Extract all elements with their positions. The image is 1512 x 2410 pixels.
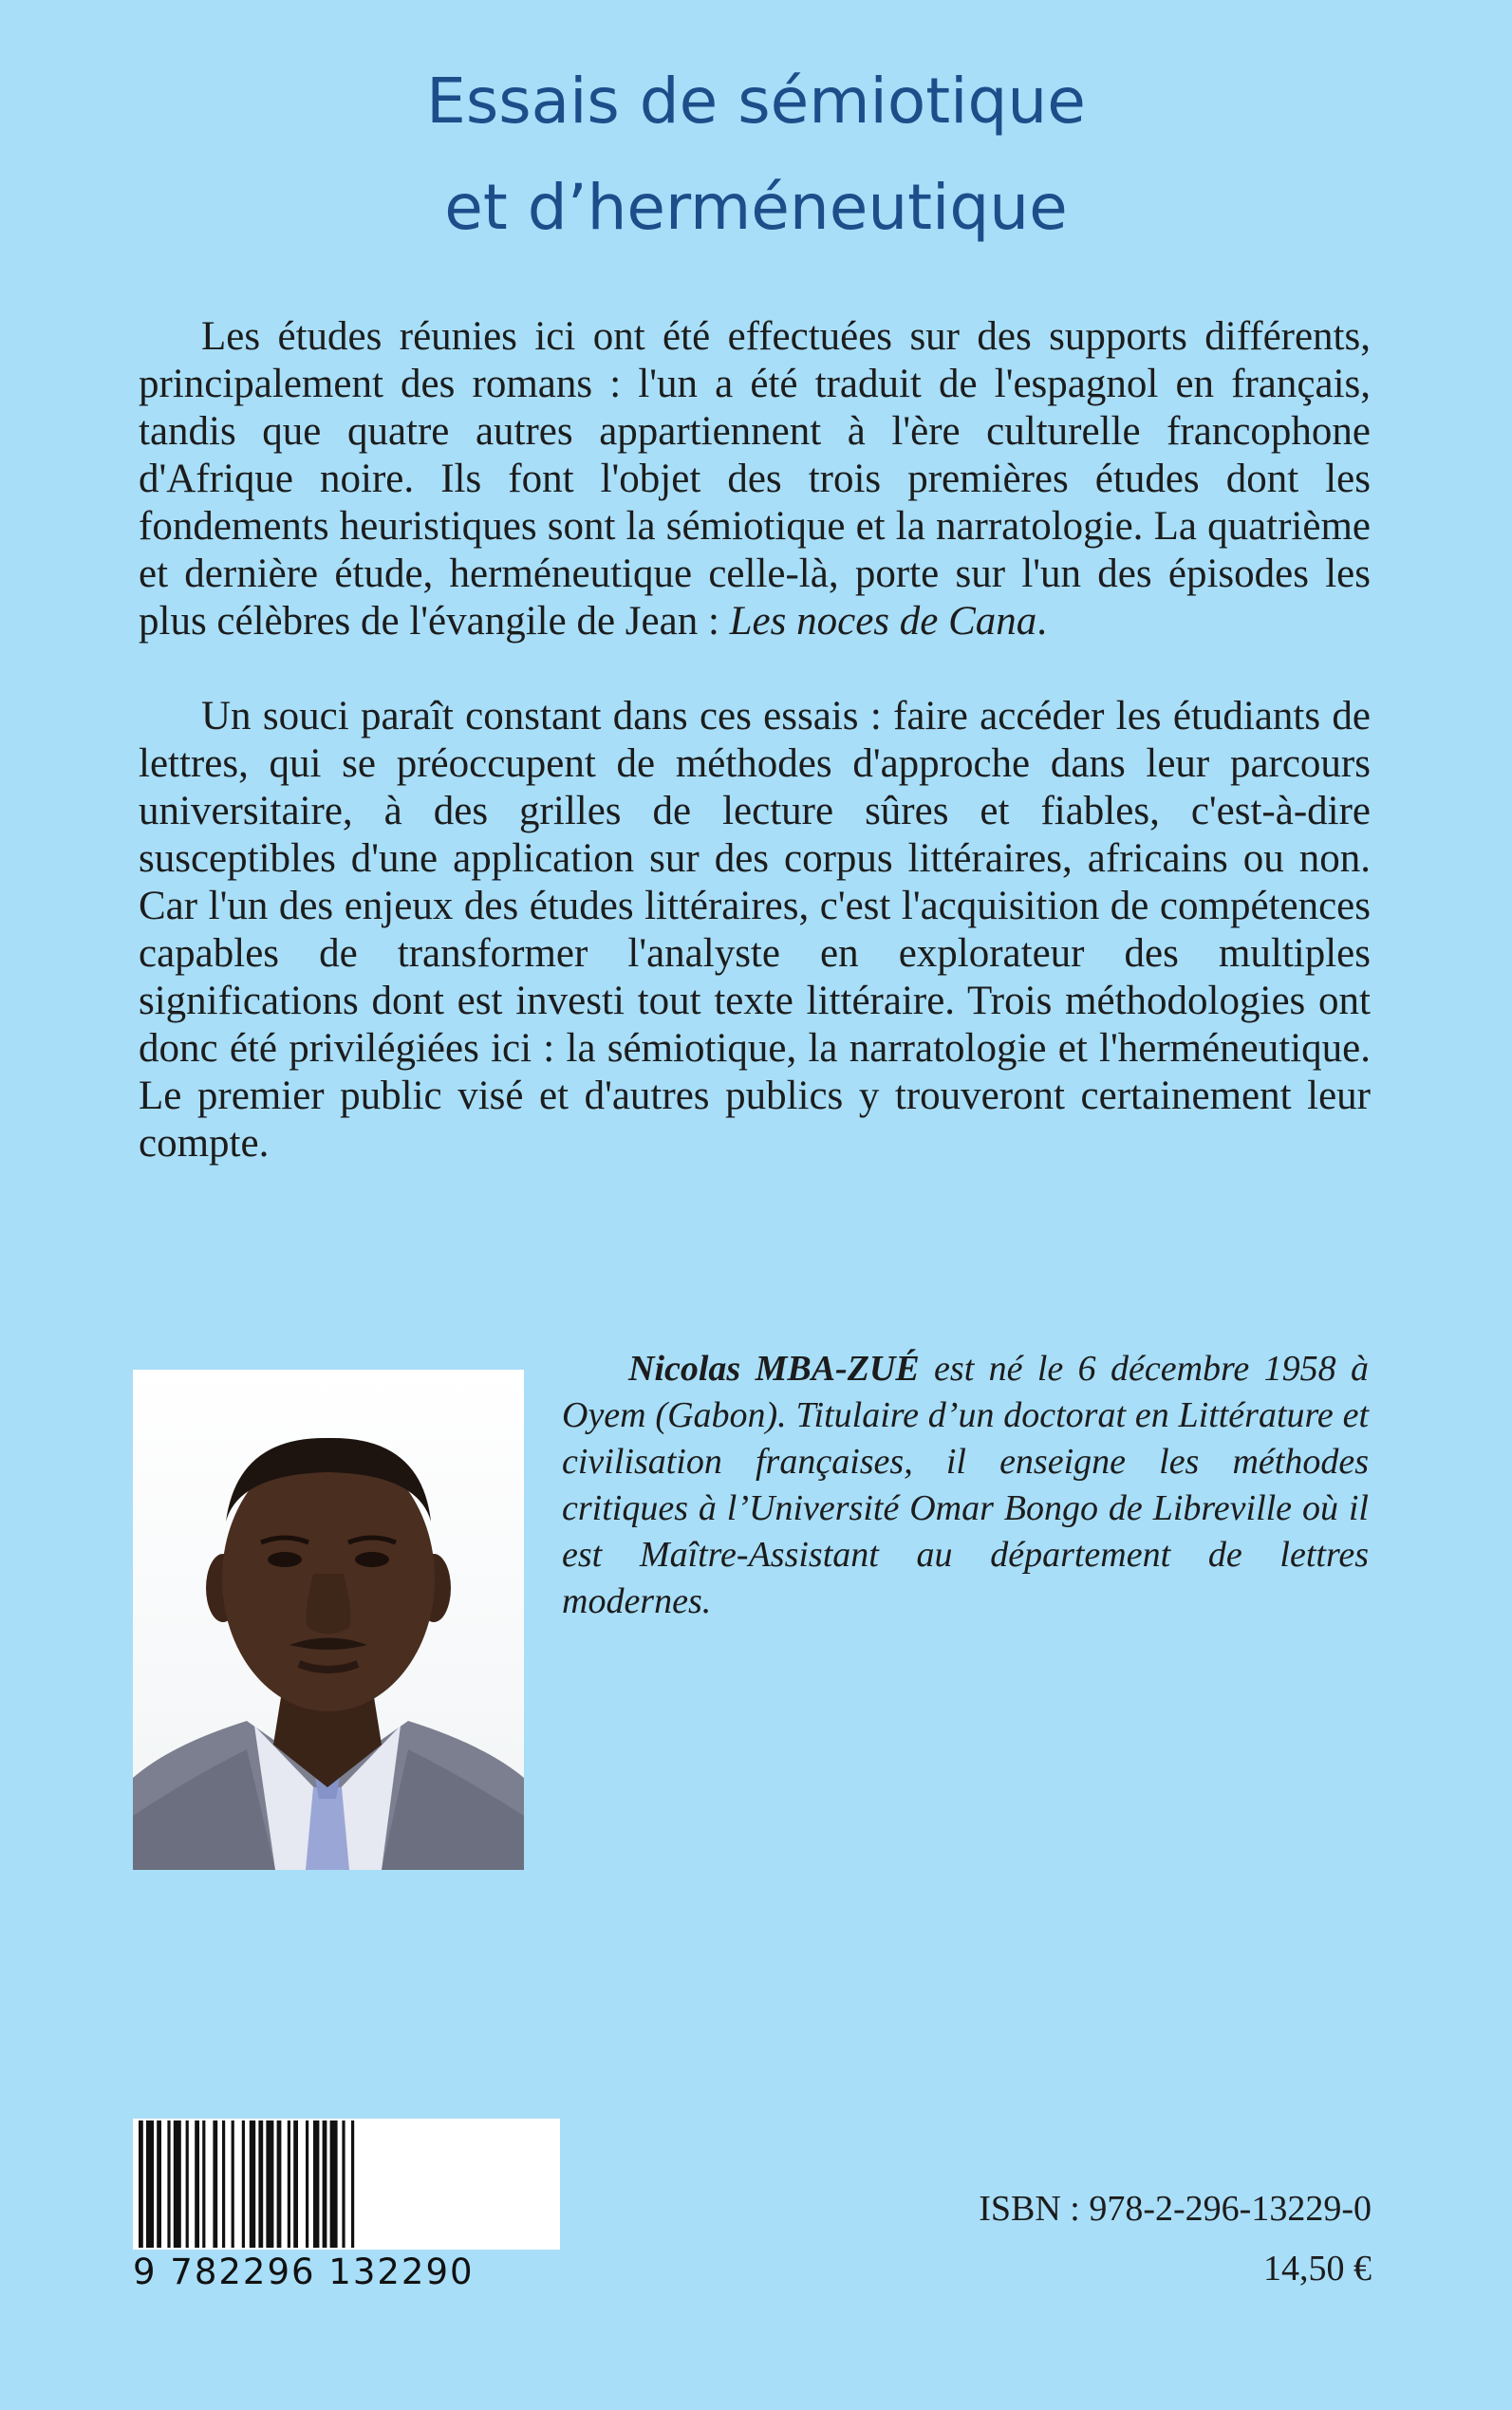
summary-paragraph-1 — [139, 313, 1371, 645]
barcode-bar — [174, 2120, 181, 2248]
author-name: Nicolas MBA-ZUÉ — [628, 1349, 920, 1389]
barcode-bar — [232, 2120, 234, 2248]
summary-paragraph-1-end: . — [1036, 599, 1048, 644]
summary-paragraph-1-text: Les études réunies ici ont été effectuées sur des supports différents, principalement des romans : l'un a été traduit de l'espagnol en français, tandis que quatre autres appartiennent à l'ère culturelle francophone d'Afrique noire. Ils font l'objet des trois premières études dont les fondements heuristiques sont la sémiotique et la narratologie. La quatrième et dernière étude, herméneutique celle-là, porte sur l'un des épisodes les plus célèbres de l'évangile de Jean : — [139, 314, 1371, 644]
barcode-bar — [167, 2120, 170, 2248]
barcode-bar — [277, 2120, 282, 2248]
isbn: ISBN : 978-2-296-13229-0 — [979, 2189, 1372, 2229]
barcode — [133, 2119, 560, 2292]
barcode-bar — [250, 2120, 255, 2248]
price: 14,50 € — [1263, 2249, 1372, 2289]
barcode-bar — [330, 2120, 338, 2248]
barcode-bar — [351, 2120, 354, 2248]
author-bio — [562, 1346, 1369, 1625]
barcode-bar — [146, 2120, 154, 2248]
title-line-1: Essais de sémiotique — [426, 65, 1086, 138]
barcode-bar — [195, 2120, 199, 2248]
barcode-bar — [222, 2120, 225, 2248]
barcode-bar — [313, 2120, 319, 2248]
barcode-bar — [213, 2120, 217, 2248]
barcode-bar — [288, 2120, 290, 2248]
barcode-bar — [342, 2120, 345, 2248]
barcode-bar — [202, 2120, 205, 2248]
barcode-bar — [242, 2120, 245, 2248]
barcode-bar — [157, 2120, 161, 2248]
barcode-bar — [293, 2120, 298, 2248]
barcode-digits: 9 782296 132290 — [133, 2251, 475, 2292]
barcode-bar — [323, 2120, 327, 2248]
title-line-2: et d’herméneutique — [444, 171, 1068, 244]
barcode-bar — [258, 2120, 263, 2248]
barcode-bar — [306, 2120, 308, 2248]
author-photo — [133, 1370, 524, 1870]
barcode-bar — [139, 2120, 143, 2248]
author-portrait-illustration — [133, 1370, 524, 1870]
summary-paragraph-2: Un souci paraît constant dans ces essais : faire accéder les étudiants de lettres, qui se préoccupent de méthodes d'approche dans leur parcours universitaire, à des grilles de lecture sûres et fiables, c'est-à-dire susceptibles d'une application sur des corpus littéraires, africains ou non. Car l'un des enjeux des études littéraires, c'est l'acquisition de compétences capables de transformer l'analyste en explorateur des multiples significations dont est investi tout texte littéraire. Trois méthodologies ont donc été privilégiées ici : la sémiotique, la narratologie et l'herméneutique. Le premier public visé et d'autres publics y trouveront certainement leur compte. — [139, 694, 1371, 1166]
barcode-bar — [186, 2120, 189, 2248]
gospel-episode-title: Les noces de Cana — [729, 599, 1037, 644]
barcode-bar — [266, 2120, 273, 2248]
author-bio-text: est né le 6 décembre 1958 à Oyem (Gabon). Titulaire d’un doctorat en Littérature et civilisation françaises, il enseigne les méthodes critiques à l’Université Omar Bongo de Libreville où il est Maître-Assistant au département de lettres modernes. — [562, 1349, 1369, 1621]
